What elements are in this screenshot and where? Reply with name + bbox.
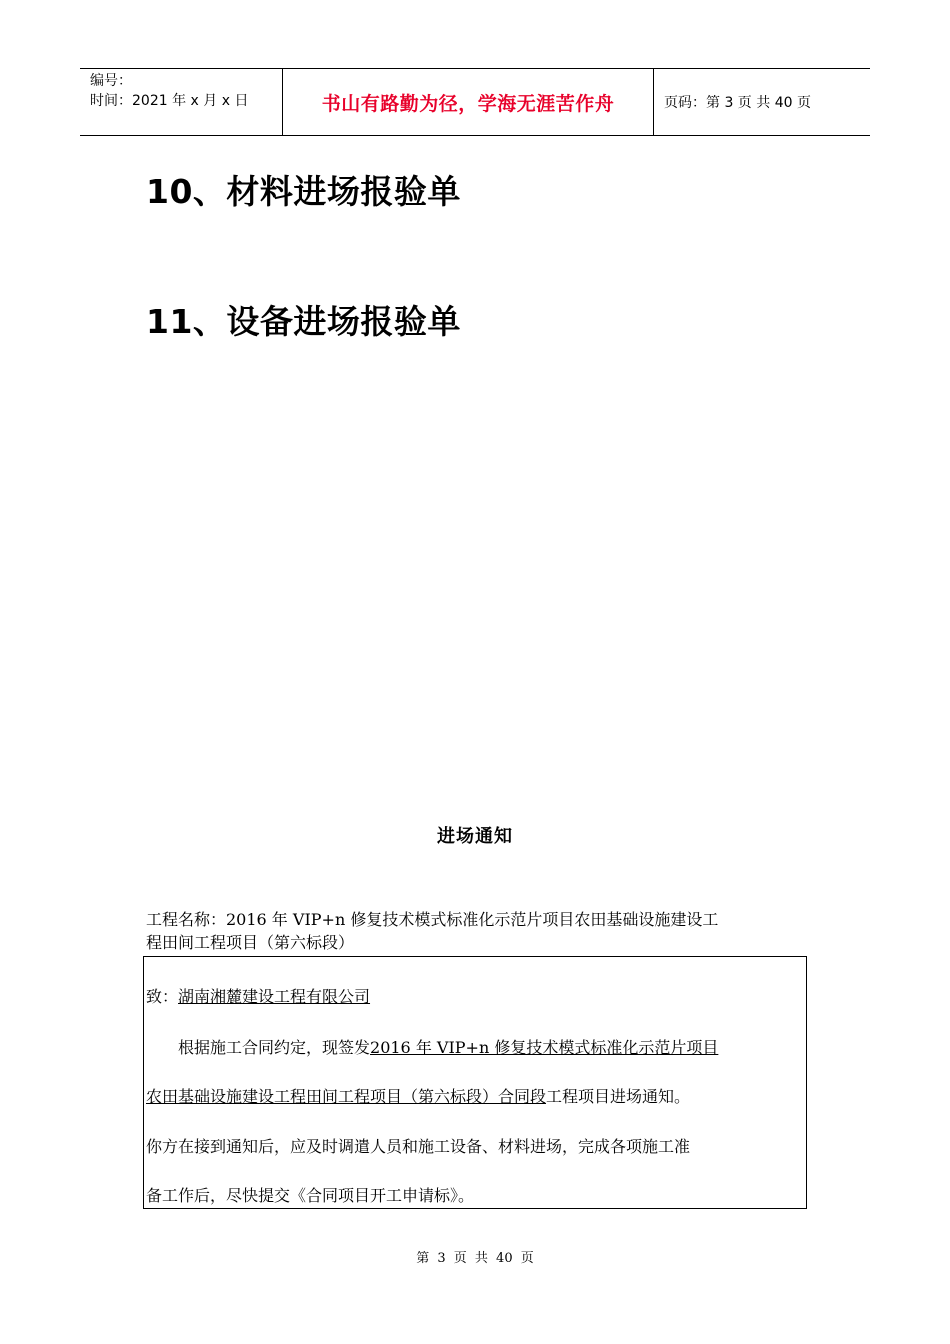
page-footer: 第 3 页 共 40 页: [416, 1251, 534, 1266]
document-header: [80, 68, 870, 136]
notice-title: 进场通知: [437, 826, 513, 847]
recipient-line: [146, 986, 370, 1008]
body-line-4: 备工作后，尽快提交《合同项目开工申请标》。: [146, 1186, 475, 1205]
body-suffix: 工程项目进场通知。: [546, 1087, 691, 1106]
heading-equipment-inspection: 11、设备进场报验单: [146, 302, 461, 341]
document-date: 时间：2021 年 x 月 x 日: [90, 93, 249, 109]
body-project-part-1: 2016 年 VIP+n 修复技术模式标准化示范片项目: [370, 1038, 719, 1057]
recipient-prefix: 致：: [146, 987, 179, 1006]
header-motto: 书山有路勤为径，学海无涯苦作舟: [282, 69, 654, 135]
notice-body-box: [143, 956, 807, 1209]
body-project-part-2: 农田基础设施建设工程田间工程项目（第六标段）合同段: [146, 1087, 547, 1106]
header-page-info: 页码：第 3 页 共 40 页: [664, 95, 811, 111]
body-line-3: 你方在接到通知后，应及时调遣人员和施工设备、材料进场，完成各项施工准: [146, 1137, 691, 1156]
document-number-label: 编号：: [90, 73, 132, 89]
body-prefix: 根据施工合同约定，现签发: [146, 1038, 371, 1057]
recipient-company: 湖南湘麓建设工程有限公司: [178, 987, 371, 1006]
project-name-line-1: 工程名称：2016 年 VIP+n 修复技术模式标准化示范片项目农田基础设施建设工: [146, 910, 719, 929]
body-line-2: [146, 1086, 690, 1108]
body-line-1: [146, 1037, 718, 1059]
project-name-line-2: 程田间工程项目（第六标段）: [146, 933, 355, 952]
heading-materials-inspection: 10、材料进场报验单: [146, 172, 461, 211]
header-meta: [80, 69, 282, 135]
